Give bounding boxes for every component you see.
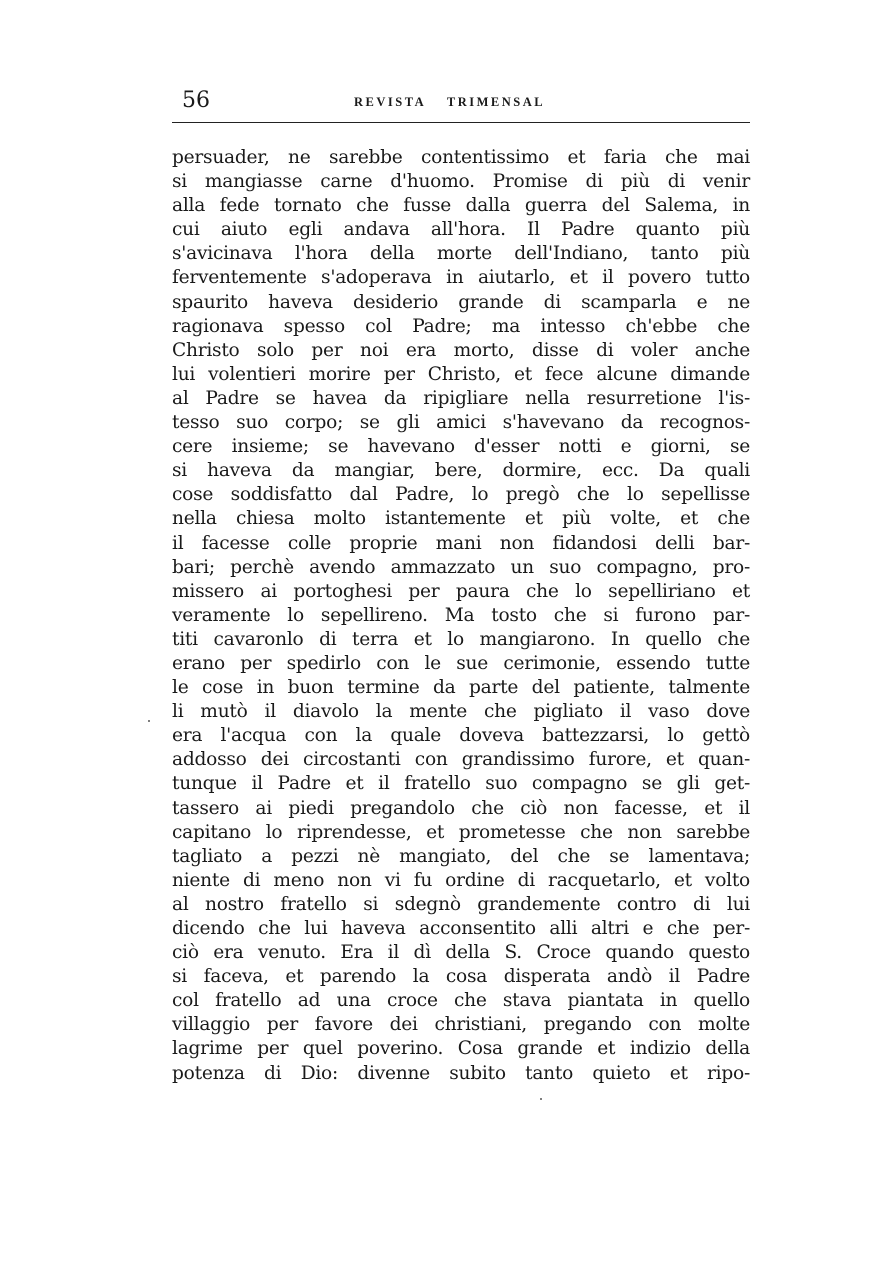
text-line: tesso suo corpo; se gli amici s'havevano da recognos- [172,412,750,434]
text-line: Christo solo per noi era morto, disse di voler anche [172,339,750,361]
text-line: tassero ai piedi pregandolo che ciò non facesse, et il [172,797,750,819]
text-line: al Padre se havea da ripigliare nella resurretione l'is- [172,387,750,409]
text-line: le cose in buon termine da parte del patiente, talmente [172,677,750,699]
text-line: bari; perchè avendo ammazzato un suo compagno, pro- [172,556,750,578]
text-line: cere insieme; se havevano d'esser notti e giorni, se [172,436,750,458]
text-line: potenza di Dio: divenne subito tanto quieto et ripo- [172,1062,750,1084]
page-header [172,86,750,123]
text-line: tagliato a pezzi nè mangiato, del che se lamentava; [172,845,750,867]
scan-speck [148,720,150,722]
text-line: veramente lo sepellireno. Ma tosto che si furono par- [172,604,750,626]
running-title: REVISTA TRIMENSAL [354,95,546,109]
text-line: ferventemente s'adoperava in aiutarlo, et il povero tutto [172,267,750,289]
text-line: niente di meno non vi fu ordine di racquetarlo, et volto [172,869,750,891]
text-line: titi cavaronlo di terra et lo mangiarono. In quello che [172,628,750,650]
text-line: addosso dei circostanti con grandissimo furore, et quan- [172,749,750,771]
text-line: cose soddisfatto dal Padre, lo pregò che lo sepellisse [172,484,750,506]
text-line: missero ai portoghesi per paura che lo sepelliriano et [172,580,750,602]
text-line: erano per spedirlo con le sue cerimonie, essendo tutte [172,652,750,674]
text-line: lagrime per quel poverino. Cosa grande et indizio della [172,1038,750,1060]
text-line: spaurito haveva desiderio grande di scamparla e ne [172,291,750,313]
text-line: capitano lo riprendesse, et prometesse che non sarebbe [172,821,750,843]
scan-speck [540,1098,542,1100]
text-line: tunque il Padre et il fratello suo compagno se gli get- [172,773,750,795]
text-line: cui aiuto egli andava all'hora. Il Padre quanto più [172,219,750,241]
text-line: si haveva da mangiar, bere, dormire, ecc. Da quali [172,460,750,482]
text-line: s'avicinava l'hora della morte dell'Indiano, tanto più [172,243,750,265]
text-line: il facesse colle proprie mani non fidandosi delli bar- [172,532,750,554]
text-line: lui volentieri morire per Christo, et fece alcune dimande [172,363,750,385]
text-line: al nostro fratello si sdegnò grandemente contro di lui [172,893,750,915]
text-line: li mutò il diavolo la mente che pigliato il vaso dove [172,701,750,723]
text-line: alla fede tornato che fusse dalla guerra del Salema, in [172,195,750,217]
text-line: col fratello ad una croce che stava piantata in quello [172,990,750,1012]
text-line: persuader, ne sarebbe contentissimo et faria che mai [172,147,750,168]
text-line: dicendo che lui haveva acconsentito alli altri e che per- [172,918,750,939]
text-line: nella chiesa molto istantemente et più volte, et che [172,508,750,530]
text-line: ragionava spesso col Padre; ma intesso ch'ebbe che [172,315,750,337]
text-line: era l'acqua con la quale doveva battezzarsi, lo gettò [172,725,750,747]
text-line: ciò era venuto. Era il dì della S. Croce quando questo [172,942,750,964]
body-text [172,146,750,1086]
text-line: villaggio per favore dei christiani, pregando con molte [172,1014,750,1036]
page-number: 56 [182,88,210,113]
text-line: si mangiasse carne d'huomo. Promise di più di venir [172,171,750,193]
text-line: si faceva, et parendo la cosa disperata andò il Padre [172,966,750,988]
